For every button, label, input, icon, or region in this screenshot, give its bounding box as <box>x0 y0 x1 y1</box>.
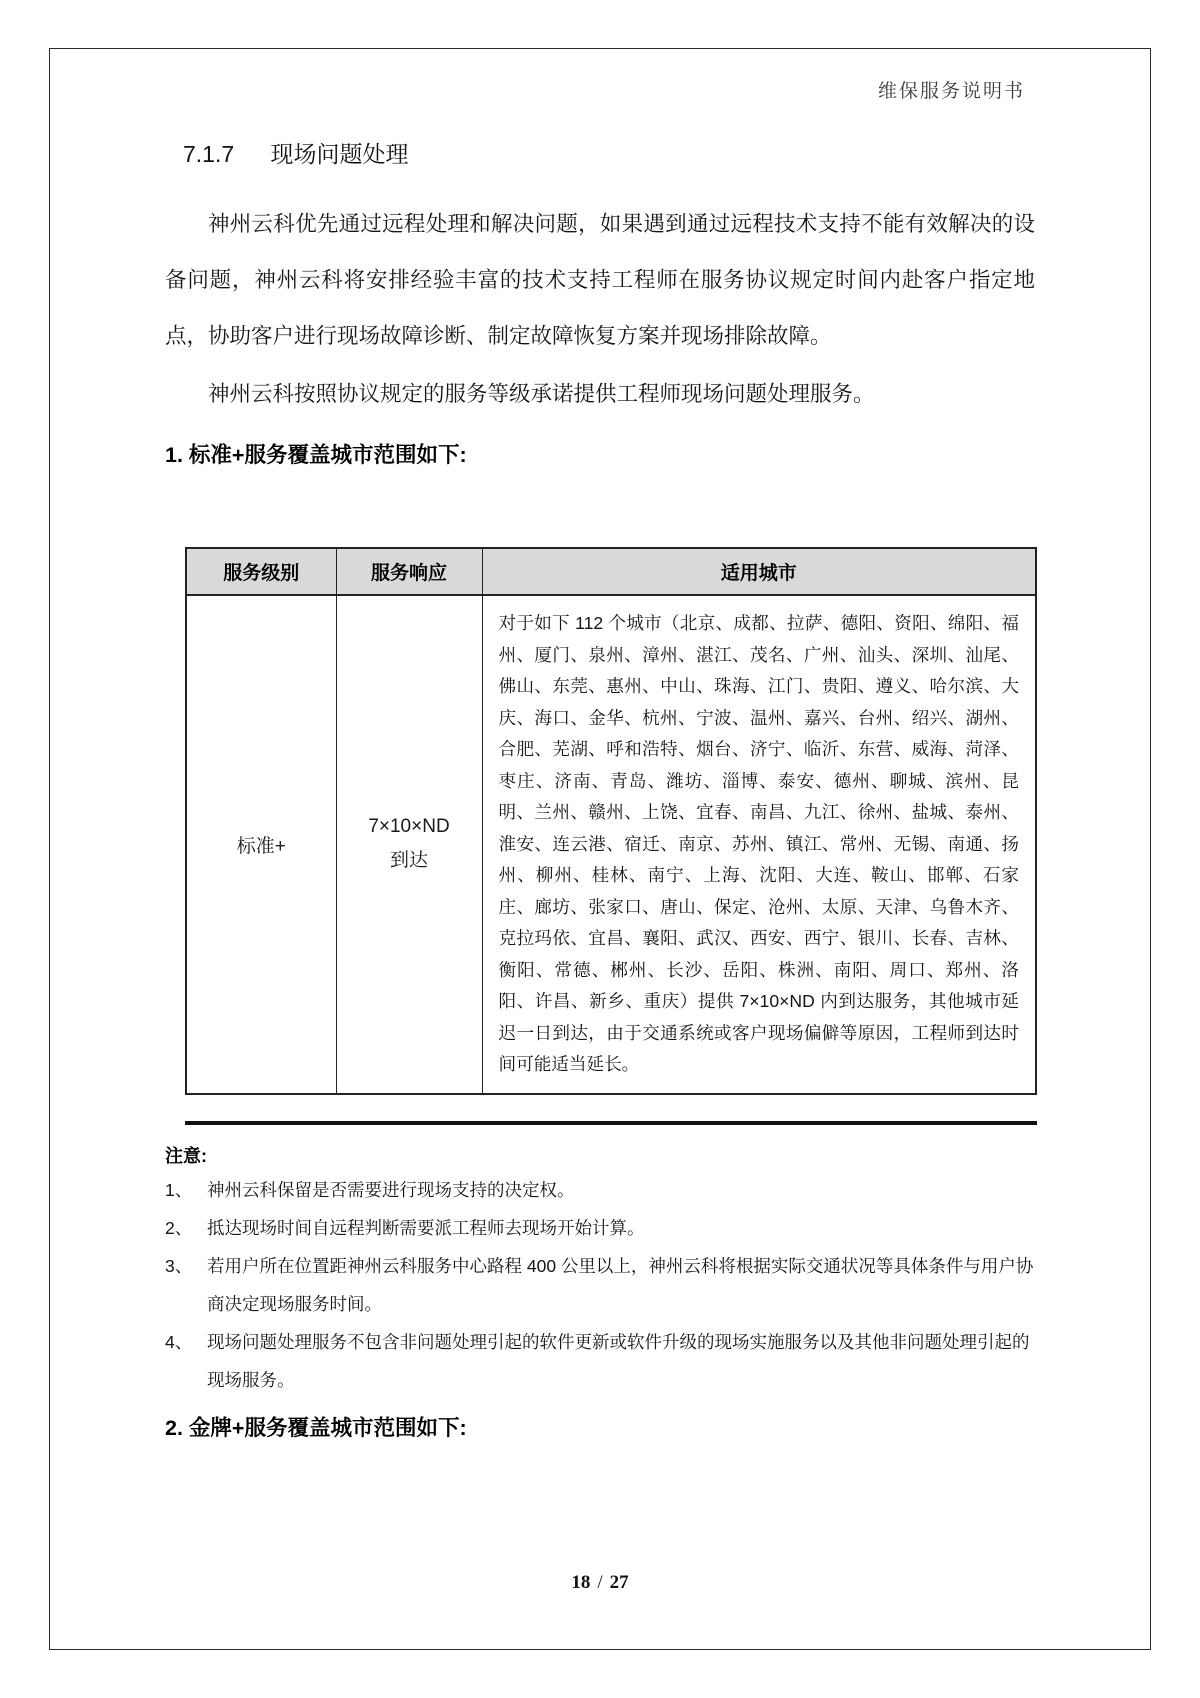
response-line-2: 到达 <box>389 850 428 872</box>
note-number: 3、 <box>165 1255 193 1276</box>
col-header-applicable-cities: 适用城市 <box>482 548 1036 595</box>
page-separator: / <box>597 1572 603 1593</box>
paragraph-service-level-promise: 神州云科按照协议规定的服务等级承诺提供工程师现场问题处理服务。 <box>208 382 875 406</box>
section-number: 7.1.7 <box>183 141 235 167</box>
divider-rule <box>185 1121 1037 1125</box>
heading-standard-coverage: 1. 标准+服务覆盖城市范围如下: <box>165 443 467 467</box>
table-row <box>186 595 1036 1094</box>
page-footer <box>0 1572 1200 1594</box>
heading-gold-coverage: 2. 金牌+服务覆盖城市范围如下: <box>165 1415 467 1440</box>
note-item-4 <box>165 1323 1037 1399</box>
response-line-1: 7×10×ND <box>368 816 450 838</box>
service-response-cell <box>336 595 482 1094</box>
section-title: 现场问题处理 <box>270 141 409 167</box>
note-item-3 <box>165 1247 1037 1323</box>
note-number: 4、 <box>165 1331 193 1352</box>
note-text: 现场问题处理服务不包含非问题处理引起的软件更新或软件升级的现场实施服务以及其他非问题处理引起的现场服务。 <box>207 1331 1030 1390</box>
note-item-2 <box>165 1209 1037 1247</box>
service-level-cell: 标准+ <box>186 595 336 1094</box>
page-number: 18 <box>571 1572 591 1593</box>
note-text: 抵达现场时间自远程判断需要派工程师去现场开始计算。 <box>207 1217 645 1238</box>
note-number: 1、 <box>165 1179 193 1200</box>
applicable-cities-cell: 对于如下 112 个城市（北京、成都、拉萨、德阳、资阳、绵阳、福州、厦门、泉州、漳州、湛江、茂名、广州、汕头、深圳、汕尾、佛山、东莞、惠州、中山、珠海、江门、贵阳、遵义、哈尔滨、大庆、海口、金华、杭州、宁波、温州、嘉兴、台州、绍兴、湖州、合肥、芜湖、呼和浩特、烟台、济宁、临沂、东营、威海、菏泽、枣庄、济南、青岛、潍坊、淄博、泰安、德州、聊城、滨州、昆明、兰州、赣州、上饶、宜春、南昌、九江、徐州、盐城、泰州、淮安、连云港、宿迁、南京、苏州、镇江、常州、无锡、南通、扬州、柳州、桂林、南宁、上海、沈阳、大连、鞍山、邯郸、石家庄、廊坊、张家口、唐山、保定、沧州、太原、天津、乌鲁木齐、克拉玛依、宜昌、襄阳、武汉、西安、西宁、银川、长春、吉林、衡阳、常德、郴州、长沙、岳阳、株洲、南阳、周口、郑州、洛阳、许昌、新乡、重庆）提供 7×10×ND 内到达服务，其他城市延迟一日到达，由于交通系统或客户现场偏僻等原因，工程师到达时间可能适当延长。 <box>482 595 1036 1094</box>
note-text: 若用户所在位置距神州云科服务中心路程 400 公里以上，神州云科将根据实际交通状况等具体条件与用户协商决定现场服务时间。 <box>207 1255 1034 1314</box>
col-header-service-response: 服务响应 <box>336 548 482 595</box>
page-total: 27 <box>609 1572 629 1593</box>
note-item-1 <box>165 1171 1037 1209</box>
note-text: 神州云科保留是否需要进行现场支持的决定权。 <box>207 1179 575 1200</box>
note-number: 2、 <box>165 1217 193 1238</box>
lower-content <box>165 547 1037 1442</box>
notes-title: 注意: <box>165 1145 207 1166</box>
table-header-row <box>186 548 1036 595</box>
paragraph-remote-handling: 神州云科优先通过远程处理和解决问题，如果遇到通过远程技术支持不能有效解决的设备问题，神州云科将安排经验丰富的技术支持工程师在服务协议规定时间内赴客户指定地点，协助客户进行现场故障诊断、制定故障恢复方案并现场排除故障。 <box>165 212 1035 348</box>
col-header-service-level: 服务级别 <box>186 548 336 595</box>
section-heading <box>183 136 409 169</box>
service-coverage-table <box>185 547 1037 1095</box>
document-header: 维保服务说明书 <box>877 81 1025 102</box>
